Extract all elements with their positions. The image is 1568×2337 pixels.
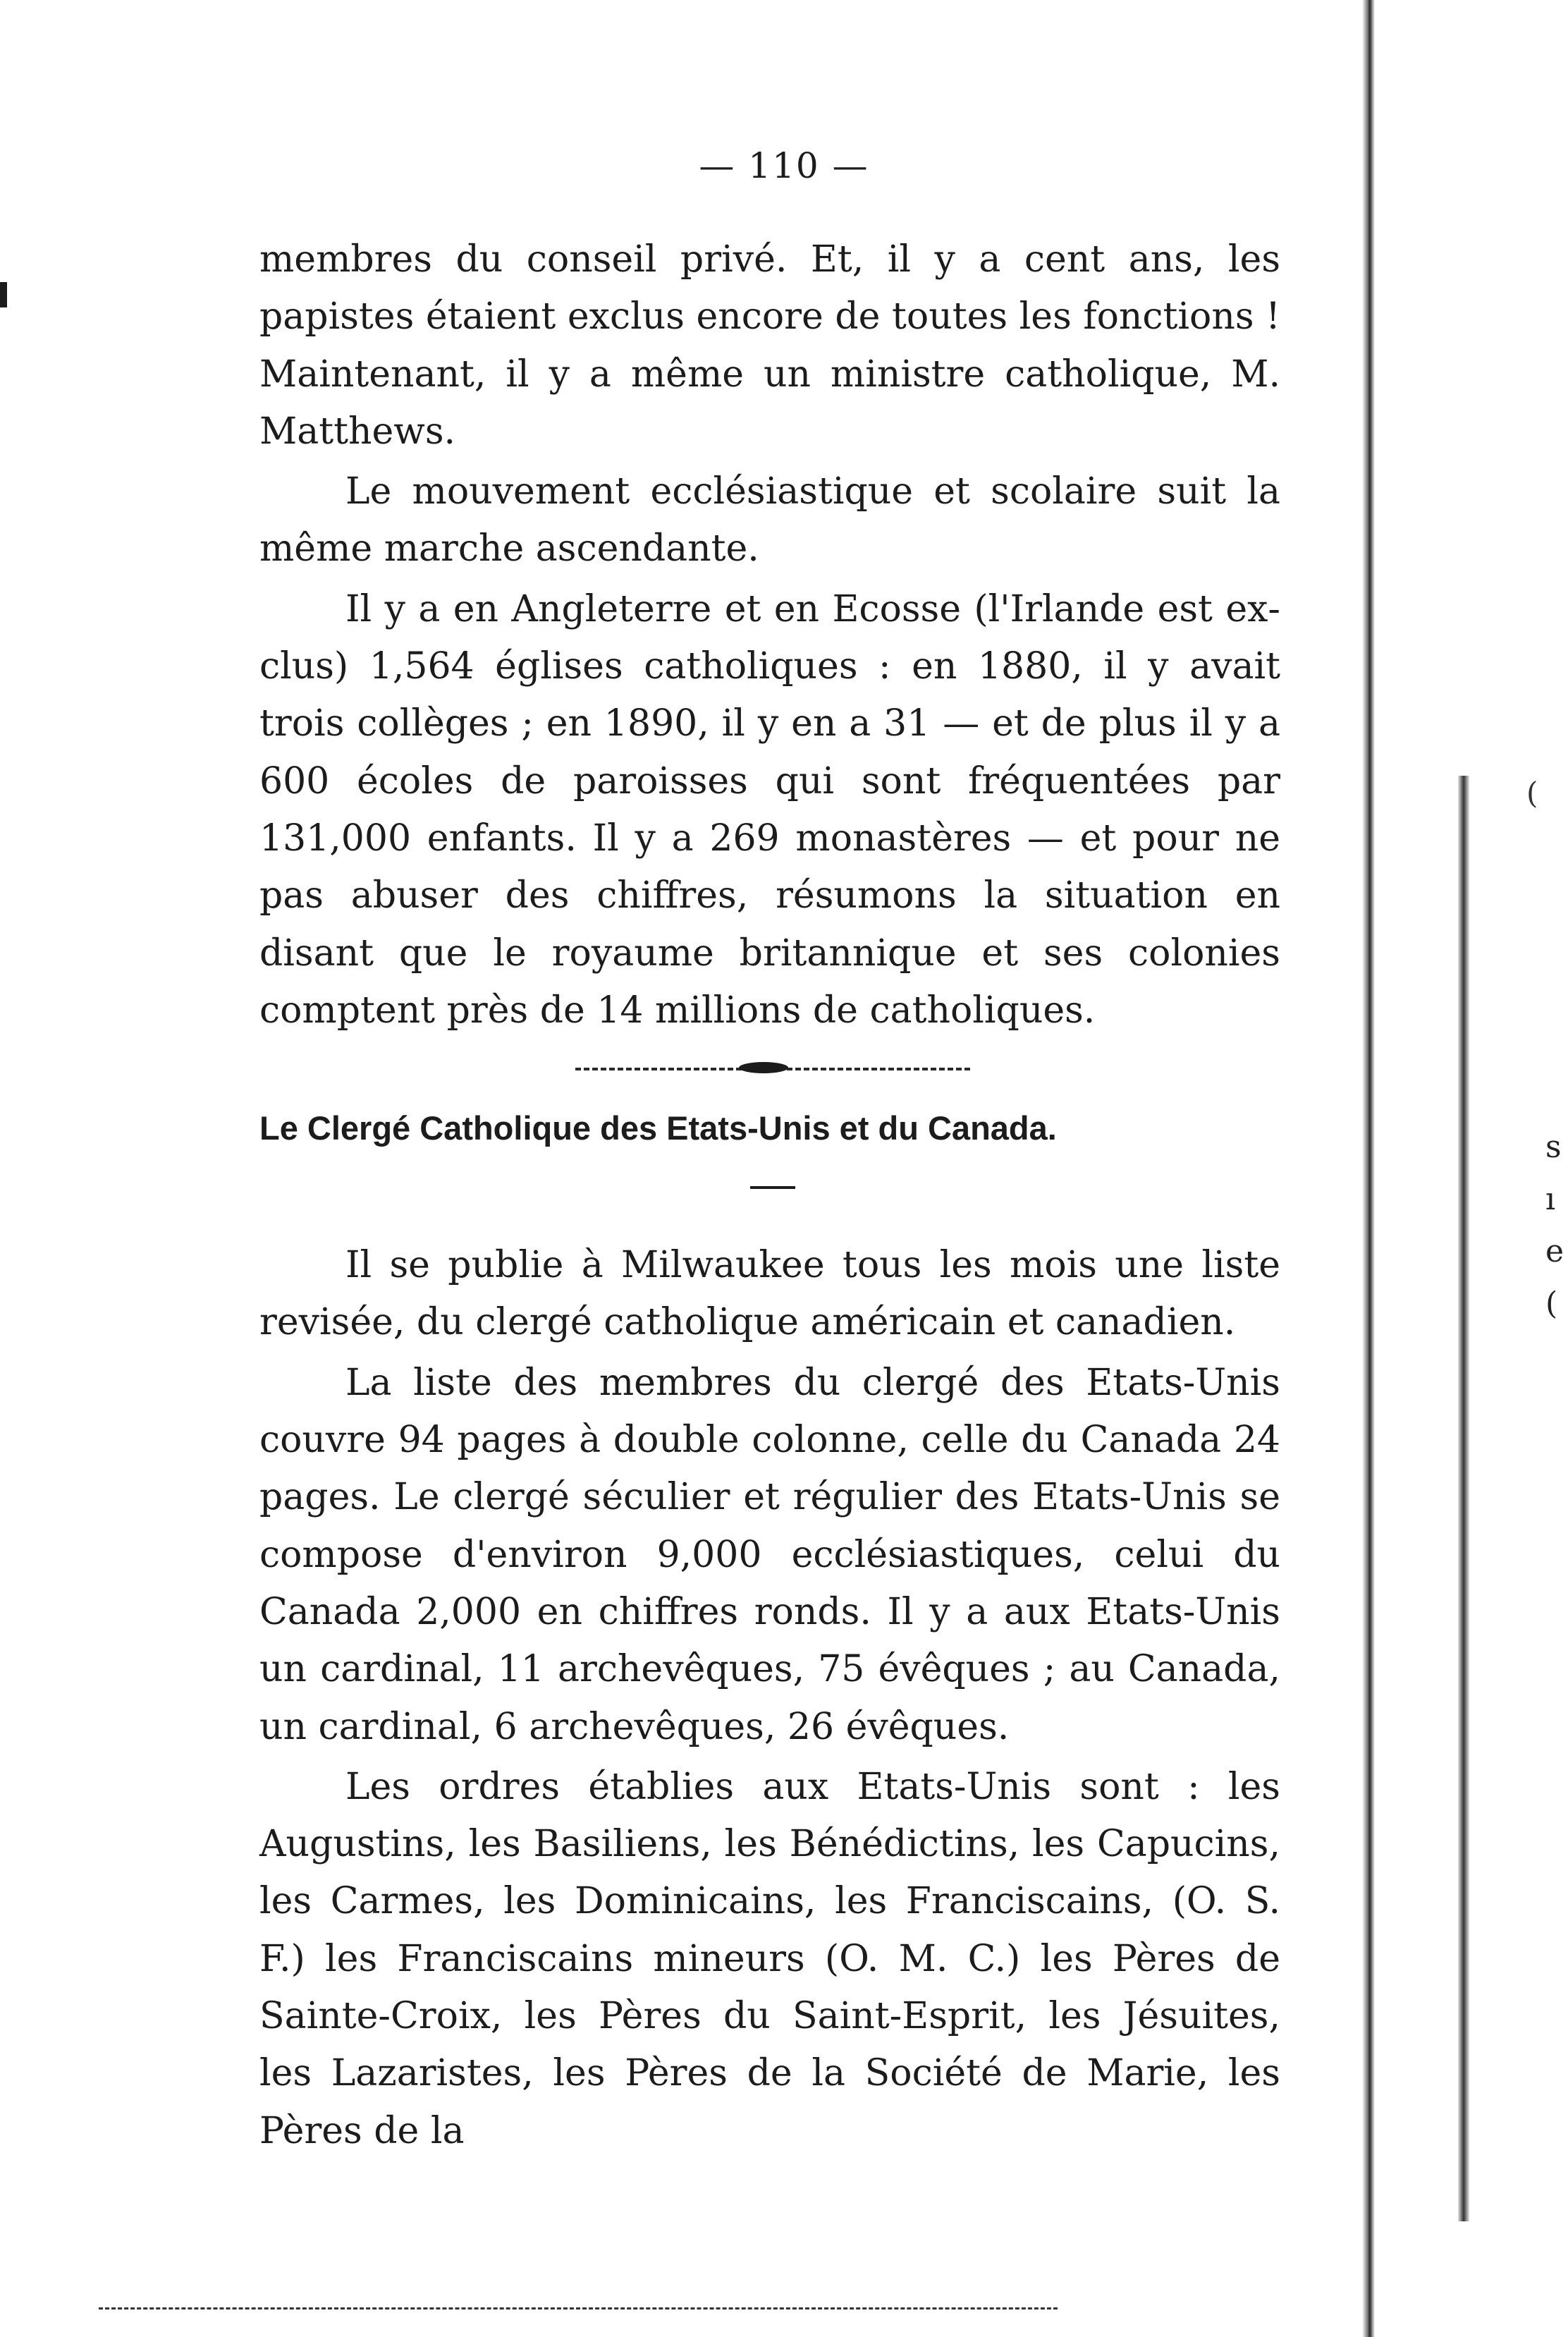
section-divider [259,1039,1280,1097]
paragraph-1: membres du conseil privé. Et, il y a cent ans, les papistes étaient exclus encore de toutes les fonctions ! Maintenant, il y a même un ministre catholique, M. Matthews. [259,238,1280,453]
margin-letter: ı [1545,1181,1556,1217]
page-gutter-shadow [1362,0,1375,2337]
paragraph-2: Le mouvement ecclésiastique et scolaire suit la même marche ascendante. [259,470,1280,570]
page-binding-edge [1458,776,1469,2221]
paragraph-4: Il se publie à Milwaukee tous les mois une liste revisée, du clergé catholique américain et canadien. [259,1244,1280,1344]
margin-fragment-paren: ( [1526,776,1538,810]
paragraph-5: La liste des membres du clergé des Etats-Unis couvre 94 pages à double colonne, celle du Canada 24 pages. Le clergé séculier et régulier des Etats-Unis se compose d'environ 9,000 ecclésiastiques, celui du Canada 2,000 en chiffres ronds. Il y a aux Etats-Unis un cardinal, 11 archevêques, 75 évêques ; au Canada, un cardinal, 6 archevêques, 26 évêques. [259,1361,1280,1748]
section-heading: Le Clergé Catholique des Etats-Unis et du Canada. [259,1109,1057,1147]
bottom-scan-line [99,2307,1058,2309]
paragraph-6: Les ordres établies aux Etats-Unis sont : les Augustins, les Basiliens, les Bénédictins, les Capucins, les Carmes, les Dominicains, les Franciscains, (O. S. F.) les Franciscains mineurs (O. M. C.) les Pères de Sainte-Croix, les Pères du Saint-Esprit, les Jésuites, les Lazaristes, les Pères de la Société de Marie, les Pères de la [259,1765,1280,2152]
divider-ornament [739,1062,788,1073]
body-text [259,231,1280,2160]
margin-letter: s [1545,1129,1562,1165]
page-number: — 110 — [699,145,869,186]
margin-letter: e [1545,1233,1564,1269]
margin-fragment-letters [1545,1121,1568,1330]
paragraph-3: Il y a en Angleterre et en Ecosse (l'Irlande est exclus) 1,564 églises catholiques : en 1880, il y avait trois collèges ; en 1890, il y en a 31 — et de plus il y a 600 écoles de paroisses qui sont fréquentées par 131,000 enfants. Il y a 269 monastères — et pour ne pas abuser des chiffres, résumons la situation en disant que le royaume britannique et ses colonies comptent près de 14 millions de catholiques. [259,587,1280,1032]
margin-letter: ( [1545,1286,1558,1322]
scan-edge-mark [0,282,7,307]
heading-rule [259,1159,1280,1237]
